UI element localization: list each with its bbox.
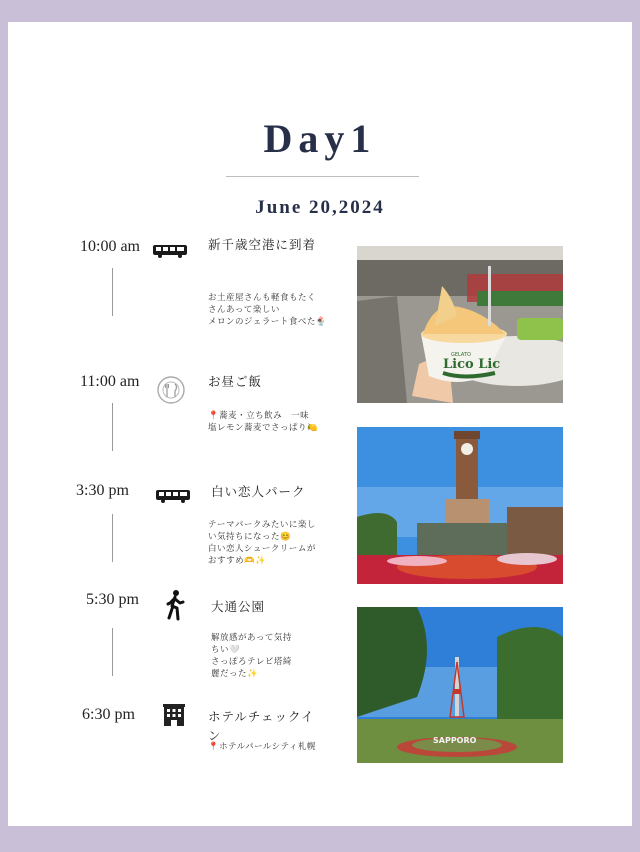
place-name: 新千歳空港に到着 (208, 237, 317, 252)
place-name: お昼ご飯 (208, 374, 263, 389)
clock-tower-photo (357, 427, 563, 584)
gelato-cup-text: Lico Lic (443, 357, 501, 372)
timeline-connector (112, 514, 113, 562)
page-title: Day1 (263, 116, 377, 161)
time-label: 5:30 pm (86, 591, 139, 608)
gelato-photo (357, 246, 563, 403)
sapporo-sign: SAPPORO (433, 736, 477, 745)
bus-icon (152, 243, 188, 262)
place-name: 大通公園 (211, 599, 266, 614)
place-name: 白い恋人パーク (211, 484, 306, 499)
tv-tower-photo (357, 607, 563, 763)
day-card (8, 22, 632, 826)
fork-knife-plate-icon (156, 375, 186, 409)
time-label: 6:30 pm (82, 706, 135, 723)
timeline-connector (112, 628, 113, 676)
date-label: June 20,2024 (255, 197, 385, 218)
title-divider (226, 176, 419, 177)
place-note: 解放感があって気持 ちい🤍 さっぽろテレビ塔綺 麗だった✨ (211, 633, 292, 679)
gelato-small-text: GELATO (451, 352, 471, 358)
walking-person-icon (165, 589, 185, 625)
timeline-connector (112, 268, 113, 316)
time-label: 3:30 pm (76, 482, 129, 499)
hotel-building-icon (163, 703, 185, 731)
bus-icon (155, 488, 191, 507)
place-note: 📍ホテルパールシティ札幌 (208, 742, 317, 752)
place-name: ホテルチェックイン (208, 709, 315, 743)
time-label: 11:00 am (80, 373, 140, 390)
place-note: お土産屋さんも軽食もたく さんあって楽しい メロンのジェラート食べた🍨 (208, 293, 327, 327)
timeline-connector (112, 403, 113, 451)
time-label: 10:00 am (80, 238, 140, 255)
place-note: テーマパークみたいに楽し い気持ちになった😊 白い恋人シュークリームが おすすめ🫶✨ (208, 520, 316, 566)
place-note: 📍蕎麦・立ち飲み 一味 塩レモン蕎麦でさっぱり🍋 (208, 411, 319, 433)
